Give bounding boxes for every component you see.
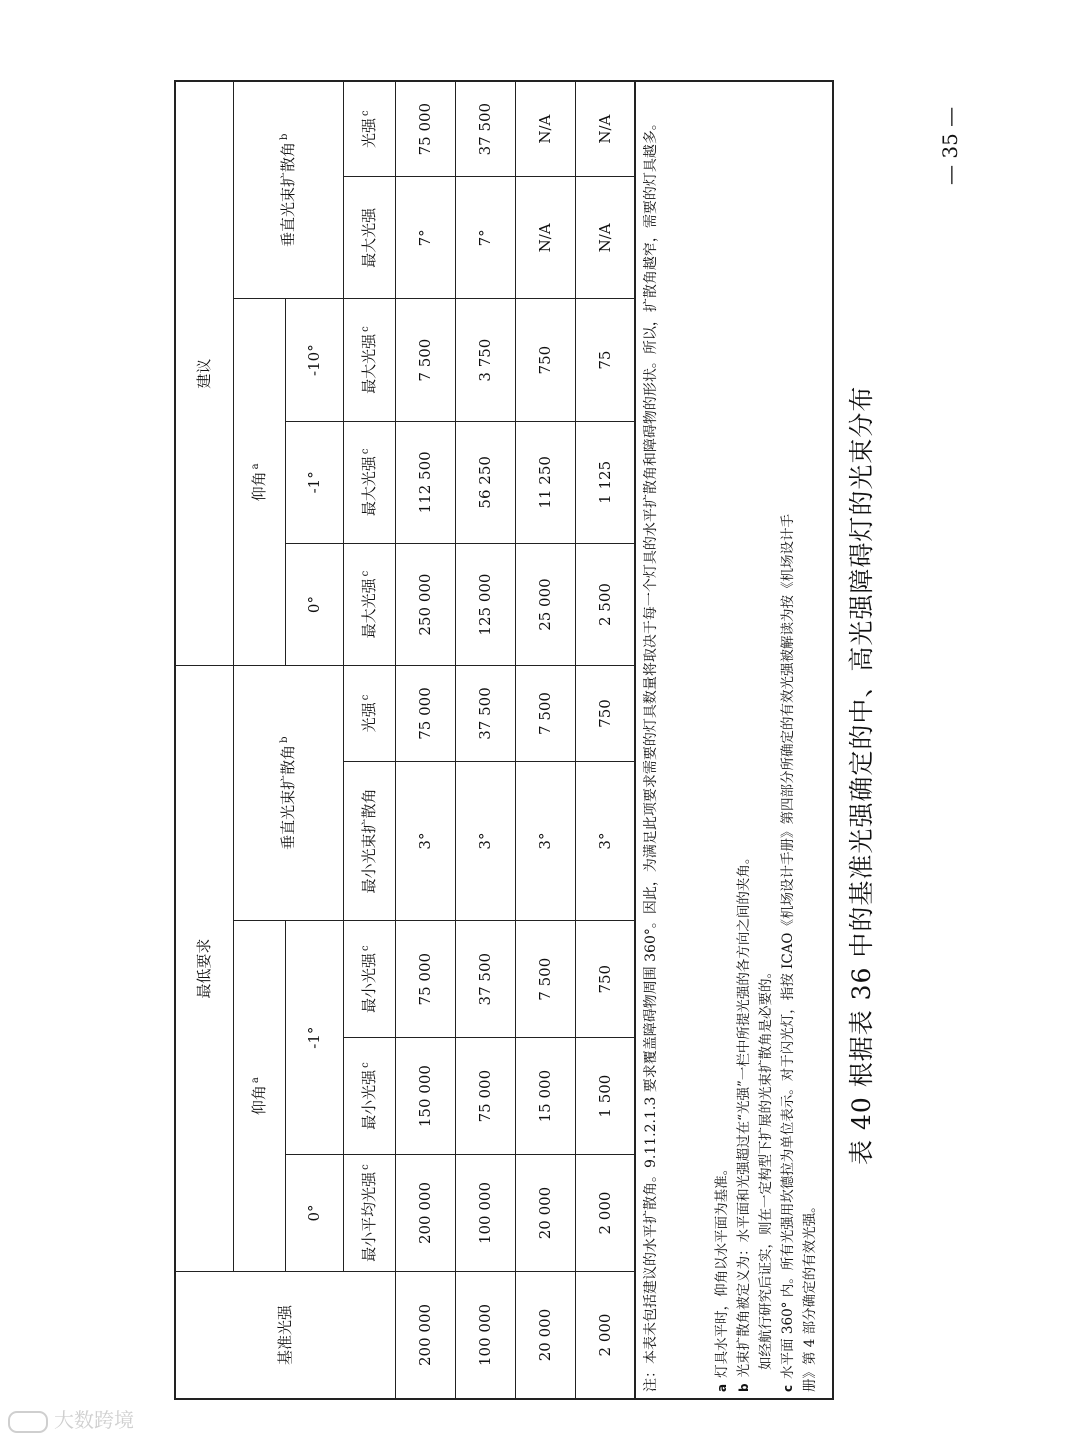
- table-cell: 11 250: [515, 421, 575, 543]
- table-cell: N/A: [515, 177, 575, 299]
- table-cell: 75 000: [395, 921, 455, 1038]
- table-cell: 20 000: [515, 1155, 575, 1272]
- table-cell: 750: [575, 666, 635, 762]
- table-cell: 7°: [395, 177, 455, 299]
- header-vert-spread-rec: 垂直光束扩散角$^b$: [233, 81, 343, 299]
- header-min-0deg: 0°: [285, 1155, 343, 1272]
- table-cell: 75: [575, 299, 635, 421]
- footnote-c: [778, 87, 798, 1392]
- table-cell: N/A: [515, 81, 575, 177]
- table-cell: 3°: [575, 761, 635, 920]
- footnote-b: [734, 87, 754, 1392]
- footnote-a-text: 灯具水平时，仰角以水平面为基准。: [714, 1161, 730, 1378]
- watermark-text: 大数跨境: [54, 1408, 134, 1432]
- rotated-page: [174, 80, 962, 1400]
- table-cell: 2 500: [575, 543, 635, 665]
- footnote-c-cont: 册》第 4 部分确定的有效光强。: [802, 1199, 818, 1392]
- footnote-c-text: 水平面 360° 内。所有光强用坎德拉为单位表示。对于闪光灯，指按 ICAO《机场设计手册》第四部分所确定的有效光强被解读为按《机场设计手: [780, 514, 796, 1379]
- header-rec-m1deg: -1°: [285, 421, 343, 543]
- table-cell: 25 000: [515, 543, 575, 665]
- table-cell: 200 000: [395, 1271, 455, 1399]
- table-row: [515, 81, 575, 1399]
- table-cell: 100 000: [455, 1155, 515, 1272]
- header-min-spread: 最小光束扩散角: [343, 761, 395, 920]
- header-elev-angle-rec: 仰角$^a$: [233, 299, 285, 666]
- header-min-avg-intensity: 最小平均光强$^c$: [343, 1155, 395, 1272]
- table-cell: 75 000: [395, 81, 455, 177]
- header-vert-spread-min: 垂直光束扩散角$^b$: [233, 666, 343, 921]
- watermark: [8, 1404, 134, 1433]
- table-cell: 750: [575, 921, 635, 1038]
- header-max-intensity-3: 最大光强$^c$: [343, 299, 395, 421]
- table-cell: 112 500: [395, 421, 455, 543]
- table-cell: 7 500: [395, 299, 455, 421]
- table-cell: 15 000: [515, 1038, 575, 1155]
- table-cell: 2 000: [575, 1271, 635, 1399]
- table-cell: 1 125: [575, 421, 635, 543]
- table-cell: 125 000: [455, 543, 515, 665]
- table-cell: 37 500: [455, 921, 515, 1038]
- table-cell: 3°: [515, 761, 575, 920]
- header-max-intensity-1: 最大光强$^c$: [343, 543, 395, 665]
- note-main-text: 注：本表未包括建议的水平扩散角。9.11.2.1.3 要求覆盖障碍物周围 360°。因此，为满足此项要求需要的灯具数量将取决于每一个灯具的水平扩散角和障碍物的形状。所以，扩散角越窄，需要的灯具越多。: [643, 116, 659, 1392]
- table-cell: 37 500: [455, 81, 515, 177]
- header-elev-angle-min: 仰角$^a$: [233, 921, 285, 1272]
- table-cell: 250 000: [395, 543, 455, 665]
- table-cell: N/A: [575, 81, 635, 177]
- table-cell: 20 000: [515, 1271, 575, 1399]
- table-cell: 75 000: [455, 1038, 515, 1155]
- table-cell: 7 500: [515, 666, 575, 762]
- footnote-c-label: c: [781, 1384, 795, 1392]
- table-cell: 56 250: [455, 421, 515, 543]
- watermark-logo-icon: [8, 1411, 48, 1433]
- footnote-a: [712, 87, 732, 1392]
- header-min-m1deg: -1°: [285, 921, 343, 1155]
- table-row: [395, 81, 455, 1399]
- table-cell: 75 000: [395, 666, 455, 762]
- header-max-spread: 最大光强: [343, 177, 395, 299]
- page-number: — 35 —: [938, 106, 962, 185]
- header-intensity-rec: 光强$^c$: [343, 81, 395, 177]
- header-rec-0deg: 0°: [285, 543, 343, 665]
- footnote-b-cont: 如经航行研究后证实，则在一定构型下扩展的光束扩散角是必要的。: [758, 965, 774, 1370]
- header-ref-intensity: 基准光强: [175, 1271, 395, 1399]
- table-cell: 3 750: [455, 299, 515, 421]
- table-row: [455, 81, 515, 1399]
- table-cell: 1 500: [575, 1038, 635, 1155]
- beam-distribution-table: [174, 80, 636, 1400]
- table-notes: [634, 80, 834, 1400]
- header-min-intensity-2: 最小光强$^c$: [343, 921, 395, 1038]
- footnote-b-label: b: [737, 1383, 751, 1392]
- table-cell: 7 500: [515, 921, 575, 1038]
- table-caption: 表 40 根据表 36 中的基准光强确定的中、高光强障碍灯的光束分布: [847, 385, 876, 1165]
- footnote-b-text: 光束扩散角被定义为：水平面和光强超过在“光强”一栏中所提光强的各方向之间的夹角。: [736, 850, 752, 1378]
- header-rec-m10deg: -10°: [285, 299, 343, 421]
- table-row: [575, 81, 635, 1399]
- header-recommend: 建议: [175, 81, 233, 666]
- table-cell: 2 000: [575, 1155, 635, 1272]
- header-min-req: 最低要求: [175, 666, 233, 1272]
- table-cell: 150 000: [395, 1038, 455, 1155]
- footnote-a-label: a: [715, 1383, 729, 1392]
- table-cell: 100 000: [455, 1271, 515, 1399]
- header-intensity-min: 光强$^c$: [343, 666, 395, 762]
- header-min-intensity-1: 最小光强$^c$: [343, 1038, 395, 1155]
- table-cell: 7°: [455, 177, 515, 299]
- header-max-intensity-2: 最大光强$^c$: [343, 421, 395, 543]
- table-cell: N/A: [575, 177, 635, 299]
- table-cell: 37 500: [455, 666, 515, 762]
- table-cell: 750: [515, 299, 575, 421]
- table-cell: 3°: [395, 761, 455, 920]
- table-cell: 3°: [455, 761, 515, 920]
- table-cell: 200 000: [395, 1155, 455, 1272]
